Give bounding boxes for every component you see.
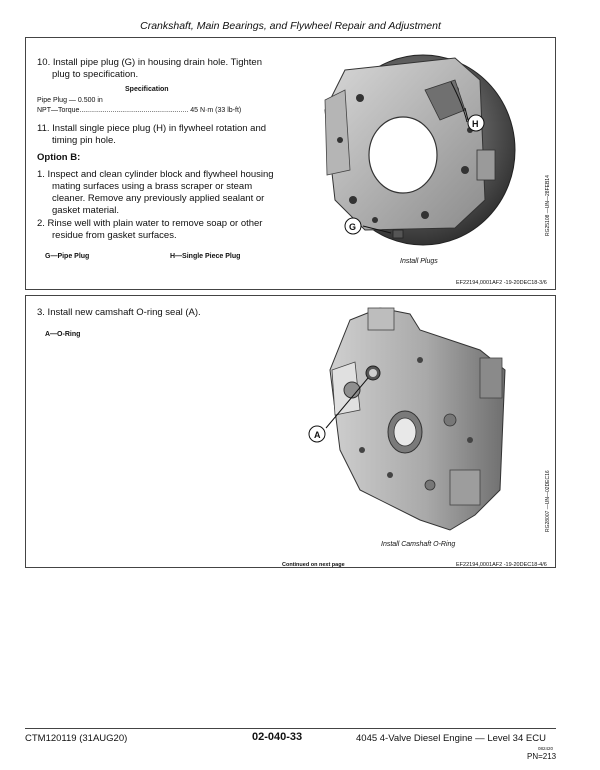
- callout-h: H: [472, 119, 479, 129]
- spec-line-2: NPT—Torque........................................................ 45 N·m (33 lb-ft): [37, 107, 242, 114]
- step-2-line-1: 2. Rinse well with plain water to remove soap or other: [37, 218, 263, 229]
- cylinder-block-illustration: [300, 300, 530, 540]
- step-1-line-3: cleaner. Remove any previously applied sealant or: [52, 193, 265, 204]
- step-1-line-2: mating surfaces using a brass scraper or steam: [52, 181, 253, 192]
- legend-h: H—Single Piece Plug: [170, 253, 241, 260]
- step-11-line-2: timing pin hole.: [52, 135, 116, 146]
- callout-g: G: [349, 222, 357, 232]
- footer-manual-id: CTM120119 (31AUG20): [25, 733, 128, 744]
- spec-heading: Specification: [125, 86, 169, 93]
- spec-line-1: Pipe Plug — 0.500 in: [37, 97, 103, 104]
- doc-ref-2: EF22194,0001AF2 -19-20DEC18-4/6: [456, 562, 547, 568]
- footer-page-number: 02-040-33: [252, 731, 303, 743]
- continued-notice: Continued on next page: [282, 562, 345, 568]
- callout-a: A: [314, 430, 321, 440]
- step-11-line-1: 11. Install single piece plug (H) in flywheel rotation and: [37, 123, 267, 134]
- step-10-line-1: 10. Install pipe plug (G) in housing drain hole. Tighten: [37, 57, 262, 68]
- step-1-line-1: 1. Inspect and clean cylinder block and flywheel housing: [37, 169, 274, 180]
- flywheel-housing-illustration: [305, 50, 535, 260]
- footer-divider: [25, 728, 556, 729]
- legend-g: G—Pipe Plug: [45, 253, 90, 260]
- footer-code: 082420: [538, 746, 554, 751]
- step-1-line-4: gasket material.: [52, 205, 120, 216]
- footer-pn: PN=213: [527, 752, 557, 761]
- figure-id-2: RG28007 —UN—02DEC16: [545, 470, 551, 532]
- legend-a: A—O-Ring: [45, 331, 81, 338]
- option-b-heading: Option B:: [37, 152, 81, 163]
- figure-caption-install-plugs: Install Plugs: [400, 258, 438, 265]
- step-10-line-2: plug to specification.: [52, 69, 139, 80]
- figure-caption-camshaft: Install Camshaft O-Ring: [381, 541, 456, 548]
- doc-ref-1: EF22194,0001AF2 -19-20DEC18-3/6: [456, 280, 547, 286]
- footer-engine-title: 4045 4-Valve Diesel Engine — Level 34 ECU: [356, 733, 546, 744]
- figure-id-1: RG25108 —UN—28FEB14: [545, 175, 551, 236]
- step-3: 3. Install new camshaft O-ring seal (A).: [37, 307, 201, 318]
- step-2-line-2: residue from gasket surfaces.: [52, 230, 177, 241]
- page-header-title: Crankshaft, Main Bearings, and Flywheel Repair and Adjustment: [140, 20, 441, 32]
